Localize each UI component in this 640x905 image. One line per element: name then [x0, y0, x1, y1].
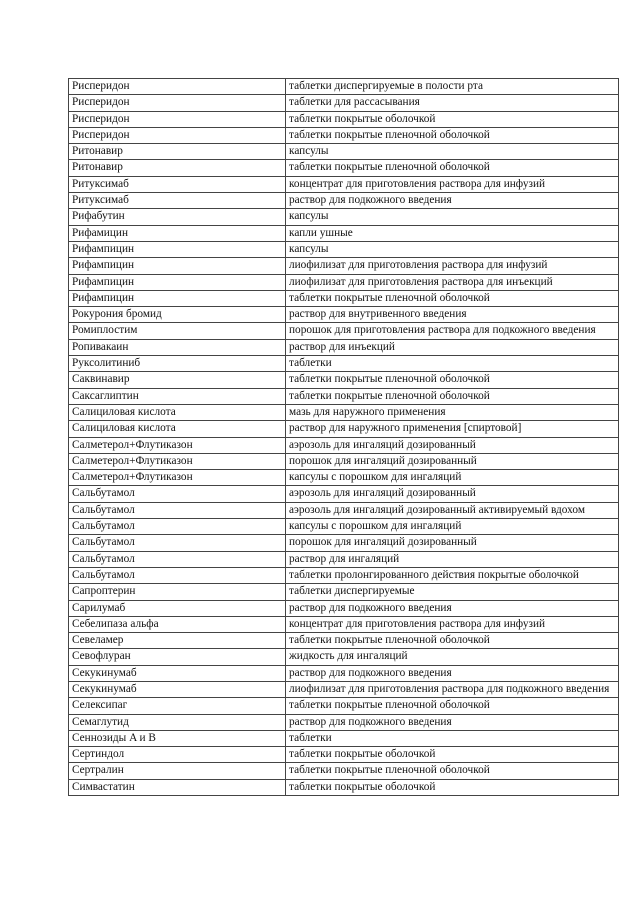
drug-name-cell: Рифабутин: [69, 209, 286, 225]
dosage-form-cell: таблетки: [286, 356, 619, 372]
drug-name-cell: Ритуксимаб: [69, 193, 286, 209]
drug-name-cell: Салметерол+Флутиказон: [69, 470, 286, 486]
dosage-form-cell: порошок для приготовления раствора для подкожного введения: [286, 323, 619, 339]
table-row: [69, 714, 619, 730]
dosage-form-cell: раствор для подкожного введения: [286, 665, 619, 681]
drug-name-cell: Рисперидон: [69, 79, 286, 95]
dosage-form-cell: таблетки покрытые пленочной оболочкой: [286, 127, 619, 143]
drug-name-cell: Рисперидон: [69, 95, 286, 111]
table-row: [69, 453, 619, 469]
dosage-form-cell: таблетки для рассасывания: [286, 95, 619, 111]
dosage-form-cell: капсулы с порошком для ингаляций: [286, 519, 619, 535]
table-row: [69, 551, 619, 567]
table-row: [69, 241, 619, 257]
table-row: [69, 274, 619, 290]
table-row: [69, 404, 619, 420]
drug-name-cell: Ропивакаин: [69, 339, 286, 355]
dosage-form-cell: лиофилизат для приготовления раствора для подкожного введения: [286, 681, 619, 697]
drug-name-cell: Саксаглиптин: [69, 388, 286, 404]
table-row: [69, 160, 619, 176]
drug-name-cell: Сальбутамол: [69, 551, 286, 567]
table-row: [69, 747, 619, 763]
table-row: [69, 600, 619, 616]
table-row: [69, 437, 619, 453]
table-row: [69, 535, 619, 551]
drug-name-cell: Салициловая кислота: [69, 421, 286, 437]
dosage-form-cell: раствор для ингаляций: [286, 551, 619, 567]
table-row: [69, 779, 619, 795]
dosage-form-cell: капсулы: [286, 241, 619, 257]
dosage-form-cell: капли ушные: [286, 225, 619, 241]
dosage-form-cell: раствор для подкожного введения: [286, 600, 619, 616]
drug-name-cell: Сальбутамол: [69, 519, 286, 535]
dosage-form-cell: капсулы: [286, 209, 619, 225]
drug-name-cell: Ромиплостим: [69, 323, 286, 339]
dosage-form-cell: таблетки покрытые пленочной оболочкой: [286, 388, 619, 404]
dosage-form-cell: концентрат для приготовления раствора для инфузий: [286, 176, 619, 192]
dosage-form-cell: таблетки диспергируемые: [286, 584, 619, 600]
drug-name-cell: Секукинумаб: [69, 681, 286, 697]
table-row: [69, 519, 619, 535]
drug-name-cell: Рифамицин: [69, 225, 286, 241]
drug-name-cell: Рифампицин: [69, 274, 286, 290]
table-row: [69, 502, 619, 518]
dosage-form-cell: раствор для наружного применения [спиртовой]: [286, 421, 619, 437]
table-row: [69, 323, 619, 339]
drug-name-cell: Ритонавир: [69, 144, 286, 160]
drug-name-cell: Салметерол+Флутиказон: [69, 437, 286, 453]
dosage-form-cell: таблетки покрытые пленочной оболочкой: [286, 763, 619, 779]
drug-name-cell: Сальбутамол: [69, 567, 286, 583]
drug-name-cell: Рокурония бромид: [69, 307, 286, 323]
drug-name-cell: Сальбутамол: [69, 486, 286, 502]
drug-name-cell: Ритуксимаб: [69, 176, 286, 192]
drug-name-cell: Симвастатин: [69, 779, 286, 795]
drug-name-cell: Сапроптерин: [69, 584, 286, 600]
drug-name-cell: Рифампицин: [69, 290, 286, 306]
table-row: [69, 209, 619, 225]
dosage-form-cell: концентрат для приготовления раствора для инфузий: [286, 616, 619, 632]
dosage-form-cell: таблетки покрытые оболочкой: [286, 111, 619, 127]
dosage-form-cell: жидкость для ингаляций: [286, 649, 619, 665]
table-row: [69, 144, 619, 160]
drug-name-cell: Сальбутамол: [69, 502, 286, 518]
drug-name-cell: Севофлуран: [69, 649, 286, 665]
table-row: [69, 567, 619, 583]
dosage-form-cell: таблетки покрытые пленочной оболочкой: [286, 698, 619, 714]
dosage-form-cell: таблетки: [286, 730, 619, 746]
table-row: [69, 633, 619, 649]
drug-name-cell: Селексипаг: [69, 698, 286, 714]
table-row: [69, 193, 619, 209]
dosage-form-cell: таблетки покрытые оболочкой: [286, 747, 619, 763]
table-row: [69, 730, 619, 746]
drug-name-cell: Ритонавир: [69, 160, 286, 176]
table-row: [69, 763, 619, 779]
table-row: [69, 649, 619, 665]
table-row: [69, 95, 619, 111]
table-row: [69, 127, 619, 143]
dosage-form-cell: порошок для ингаляций дозированный: [286, 453, 619, 469]
dosage-form-cell: таблетки покрытые пленочной оболочкой: [286, 290, 619, 306]
table-row: [69, 79, 619, 95]
dosage-form-cell: таблетки пролонгированного действия покрытые оболочкой: [286, 567, 619, 583]
drug-name-cell: Рисперидон: [69, 111, 286, 127]
dosage-form-cell: таблетки покрытые пленочной оболочкой: [286, 160, 619, 176]
table-row: [69, 681, 619, 697]
table-row: [69, 339, 619, 355]
drug-name-cell: Сарилумаб: [69, 600, 286, 616]
dosage-form-cell: аэрозоль для ингаляций дозированный: [286, 437, 619, 453]
dosage-form-cell: аэрозоль для ингаляций дозированный: [286, 486, 619, 502]
drug-name-cell: Салметерол+Флутиказон: [69, 453, 286, 469]
table-row: [69, 356, 619, 372]
dosage-form-cell: капсулы: [286, 144, 619, 160]
table-row: [69, 470, 619, 486]
table-row: [69, 372, 619, 388]
dosage-form-cell: раствор для подкожного введения: [286, 714, 619, 730]
dosage-form-cell: таблетки покрытые пленочной оболочкой: [286, 633, 619, 649]
dosage-form-cell: таблетки диспергируемые в полости рта: [286, 79, 619, 95]
dosage-form-cell: капсулы с порошком для ингаляций: [286, 470, 619, 486]
table-row: [69, 176, 619, 192]
drug-name-cell: Сальбутамол: [69, 535, 286, 551]
table-row: [69, 584, 619, 600]
drug-name-cell: Салициловая кислота: [69, 404, 286, 420]
dosage-form-cell: раствор для подкожного введения: [286, 193, 619, 209]
table-row: [69, 665, 619, 681]
table-row: [69, 698, 619, 714]
dosage-form-cell: раствор для инъекций: [286, 339, 619, 355]
drug-name-cell: Рисперидон: [69, 127, 286, 143]
drug-table: [68, 78, 619, 796]
table-row: [69, 258, 619, 274]
drug-name-cell: Сеннозиды A и B: [69, 730, 286, 746]
table-row: [69, 486, 619, 502]
table-row: [69, 388, 619, 404]
drug-name-cell: Семаглутид: [69, 714, 286, 730]
table-row: [69, 290, 619, 306]
table-row: [69, 421, 619, 437]
table-row: [69, 225, 619, 241]
drug-name-cell: Саквинавир: [69, 372, 286, 388]
dosage-form-cell: порошок для ингаляций дозированный: [286, 535, 619, 551]
dosage-form-cell: лиофилизат для приготовления раствора для инъекций: [286, 274, 619, 290]
drug-name-cell: Секукинумаб: [69, 665, 286, 681]
drug-name-cell: Рифампицин: [69, 241, 286, 257]
table-row: [69, 111, 619, 127]
dosage-form-cell: раствор для внутривенного введения: [286, 307, 619, 323]
drug-name-cell: Сертиндол: [69, 747, 286, 763]
drug-table-body: [69, 79, 619, 796]
dosage-form-cell: таблетки покрытые оболочкой: [286, 779, 619, 795]
drug-name-cell: Рифампицин: [69, 258, 286, 274]
table-row: [69, 307, 619, 323]
drug-name-cell: Себелипаза альфа: [69, 616, 286, 632]
dosage-form-cell: таблетки покрытые пленочной оболочкой: [286, 372, 619, 388]
drug-name-cell: Руксолитиниб: [69, 356, 286, 372]
dosage-form-cell: лиофилизат для приготовления раствора для инфузий: [286, 258, 619, 274]
dosage-form-cell: аэрозоль для ингаляций дозированный активируемый вдохом: [286, 502, 619, 518]
drug-name-cell: Севеламер: [69, 633, 286, 649]
table-row: [69, 616, 619, 632]
dosage-form-cell: мазь для наружного применения: [286, 404, 619, 420]
drug-name-cell: Сертралин: [69, 763, 286, 779]
